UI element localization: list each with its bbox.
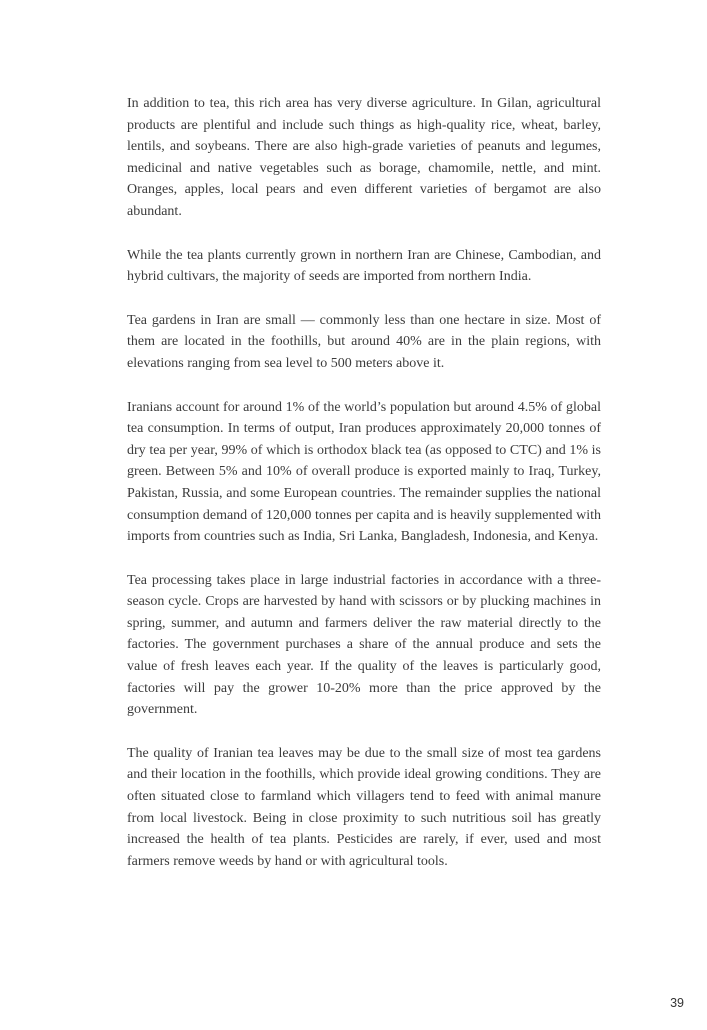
body-text-block bbox=[127, 93, 601, 872]
paragraph-tea-gardens-size: Tea gardens in Iran are small — commonly less than one hectare in size. Most of them are located in the foothills, but around 40% are in the plain regions, with elevations ranging from sea level to 500 meters above it. bbox=[127, 312, 601, 371]
paragraph-tea-cultivars: While the tea plants currently grown in northern Iran are Chinese, Cambodian, and hybrid cultivars, the majority of seeds are imported from northern India. bbox=[127, 247, 601, 285]
paragraph-leaf-quality: The quality of Iranian tea leaves may be due to the small size of most tea gardens and their location in the foothills, which provide ideal growing conditions. They are often situated close to farmland which villagers tend to feed with animal manure from local livestock. Being in close proximity to such nutritious soil has greatly increased the health of tea plants. Pesticides are rarely, if ever, used and most farmers remove weeds by hand or with agricultural tools. bbox=[127, 745, 601, 869]
page-number: 39 bbox=[670, 996, 684, 1010]
paragraph-consumption-output: Iranians account for around 1% of the world’s population but around 4.5% of global tea consumption. In terms of output, Iran produces approximately 20,000 tonnes of dry tea per year, 99% of which is orthodox black tea (as opposed to CTC) and 1% is green. Between 5% and 10% of overall produce is exported mainly to Iraq, Turkey, Pakistan, Russia, and some European countries. The remainder supplies the national consumption demand of 120,000 tonnes per capita and is heavily supplemented with imports from countries such as India, Sri Lanka, Bangladesh, Indonesia, and Kenya. bbox=[127, 399, 601, 545]
paragraph-agriculture-overview: In addition to tea, this rich area has very diverse agriculture. In Gilan, agricultural products are plentiful and include such things as high-quality rice, wheat, barley, lentils, and soybeans. There are also high-grade varieties of peanuts and legumes, medicinal and native vegetables such as borage, chamomile, nettle, and mint. Oranges, apples, local pears and even different varieties of bergamot are also abundant. bbox=[127, 96, 601, 219]
paragraph-tea-processing: Tea processing takes place in large industrial factories in accordance with a three-season cycle. Crops are harvested by hand with scissors or by plucking machines in spring, summer, and autumn and farmers deliver the raw material directly to the factories. The government purchases a share of the annual produce and sets the value of fresh leaves each year. If the quality of the leaves is particularly good, factories will pay the grower 10-20% more than the price approved by the government. bbox=[127, 572, 601, 718]
